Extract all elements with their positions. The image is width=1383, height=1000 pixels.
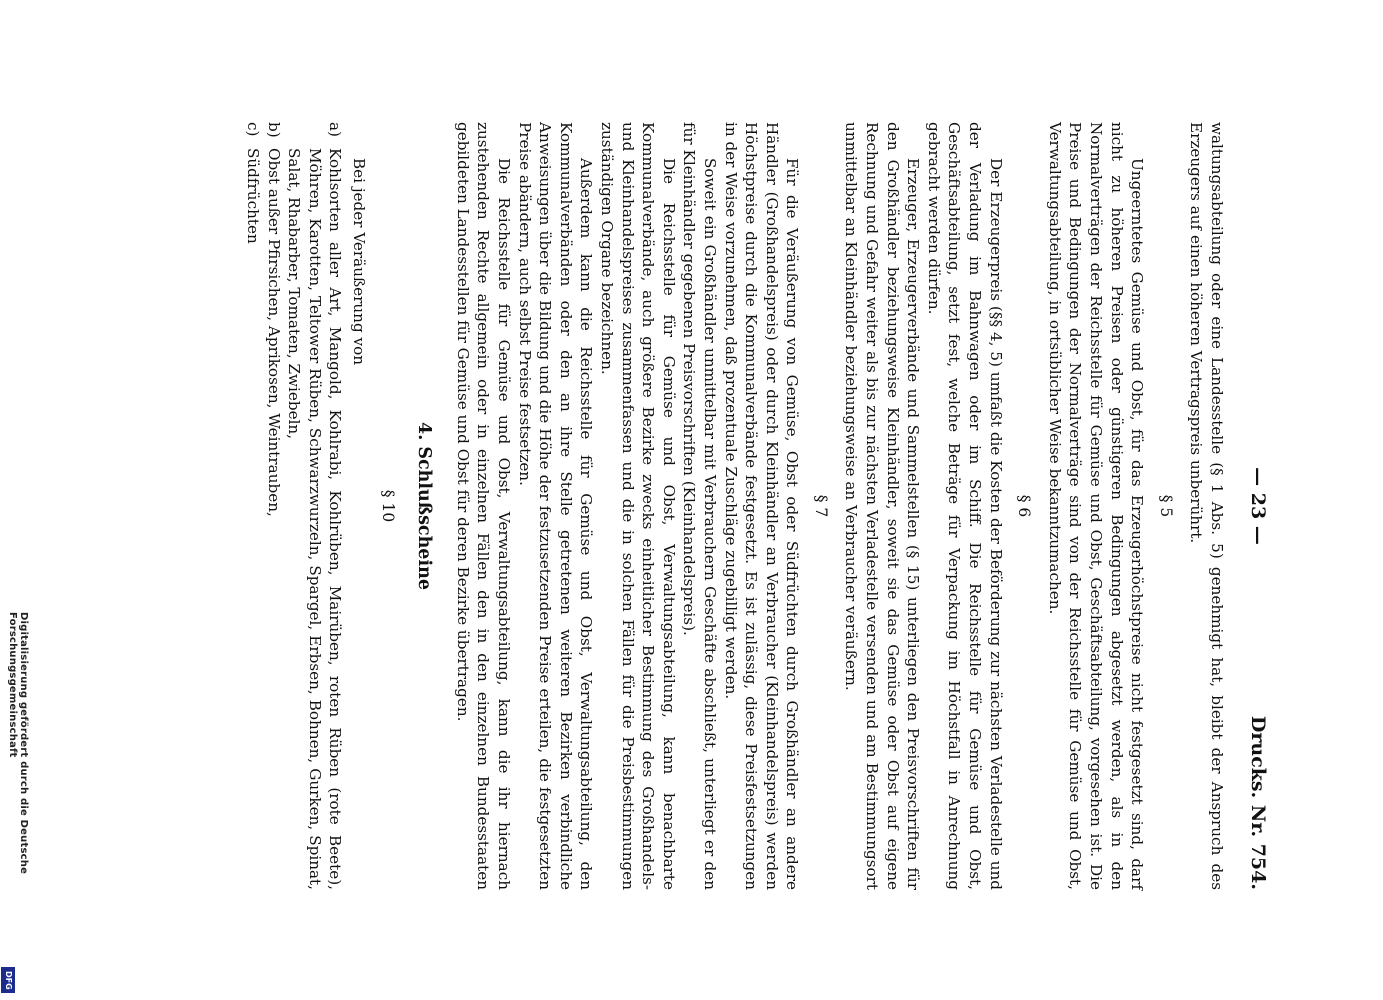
digitization-credit: Digitalisierung gefördert durch die Deutsche Forschungsgemeinschaft <box>7 612 29 875</box>
page-header <box>1239 122 1269 890</box>
list-marker: c) <box>244 122 263 137</box>
list-marker: b) <box>264 122 283 138</box>
list-item <box>242 122 263 890</box>
page-number: — 23 — <box>1247 467 1269 545</box>
dfg-logo: DFG <box>1 967 15 993</box>
document-reference: Drucks. Nr. 754. <box>1247 715 1269 890</box>
list-item <box>263 122 284 890</box>
section-10-heading: § 10 <box>378 489 397 523</box>
list-item-text: Obst außer Pfirsichen, Aprikosen, Weintrauben, <box>264 148 283 517</box>
intro-paragraph: waltungsabteilung oder eine Landesstelle (§ 1 Abs. 5) genehmigt hat, bleibt der Anspruch des Erzeugers auf einen höheren Vertragspreis unberührt. <box>1187 122 1226 890</box>
section-7-heading: § 7 <box>811 494 830 518</box>
list-item-text: Kohlsorten aller Art, Mangold, Kohlrabi, Kohlrüben, Mairüben, roten Rüben (rote Beete), Möhren, Karotten, Teltower Rüben, Schwarzwurzeln, Spargel, Erbsen, Bohnen, Gurken, Spinat, Salat, Rhabarber, Tomaten, Zwiebeln, <box>285 148 345 890</box>
section-7-paragraph-3: Die Reichsstelle für Gemüse und Obst, Verwaltungsabteilung, kann benachbarte Kommunalverbände, auch größere Bezirke zwecks einheitlicher Bestimmung des Großhandels- und Kleinhandelspreises zusammenfassen und die in solchen Fällen für die Preisbestimmungen zuständigen Organe bezeichnen. <box>597 122 678 890</box>
section-5-paragraph: Ungeerntetes Gemüse und Obst, für das Erzeugerhöchstpreise nicht festgesetzt sind, darf nicht zu höheren Preisen oder günstigeren Bedingungen abgesetzt werden, als in den Normalverträgen der Reichsstelle für Gemüse und Obst, Geschäftsabteilung, vorgesehen ist. Die Preise und Bedingungen der Normalverträge sind von der Reichsstelle für Gemüse und Obst, Verwaltungsabteilung, in ortsüblicher Weise bekanntzumachen. <box>1045 122 1147 890</box>
section-10-lead: Bei jeder Veräußerung von <box>350 158 369 365</box>
list-item <box>284 122 346 890</box>
list-marker: a) <box>326 122 345 137</box>
section-7-paragraph-1: Für die Veräußerung von Gemüse, Obst oder Südfrüchten durch Großhändler an andere Händler (Großhandelspreis) oder durch Kleinhändler an Verbraucher (Kleinhandelspreis) werden Höchstpreise durch die Kommunalverbände festgesetzt. Es ist zulässig, diese Preisfestsetzungen in der Weise vorzunehmen, daß prozentuale Zuschläge zugebilligt werden. <box>721 122 802 890</box>
section-6-heading: § 6 <box>1015 494 1034 518</box>
list-item-text: Südfrüchten <box>244 148 263 244</box>
section-6-paragraph-1: Der Erzeugerpreis (§§ 4, 5) umfaßt die Kosten der Beförderung zur nächsten Verladestelle und der Verladung im Bahnwagen oder im Schiff. Die Reichsstelle für Gemüse und Obst, Geschäftsabteilung, setzt fest, welche Beträge für Verpackung im Höchstfall in Anrechnung gebracht werden dürfen. <box>924 122 1005 890</box>
section-7-paragraph-4: Außerdem kann die Reichsstelle für Gemüse und Obst, Verwaltungsabteilung, den Kommunalverbänden oder den an ihre Stelle getretenen weiteren Bezirken verbindliche Anweisungen über die Bildung und die Höhe der festzusetzenden Preise erteilen, die festgesetzten Preise abändern, auch selbst Preise festsetzen. <box>515 122 596 890</box>
part-4-heading: 4. Schlußscheine <box>414 422 435 590</box>
section-5-heading: § 5 <box>1156 494 1175 518</box>
section-7-paragraph-2: Soweit ein Großhändler unmittelbar mit Verbrauchern Geschäfte abschließt, unterliegt er den für Kleinhändler gegebenen Preisvorschriften (Kleinhandelspreis). <box>680 122 719 890</box>
item-list <box>242 122 345 890</box>
section-7-paragraph-5: Die Reichsstelle für Gemüse und Obst, Verwaltungsabteilung, kann die ihr hiernach zustehenden Rechte allgemein oder in einzelnen Fällen den in den einzelnen Bundesstaaten gebildeten Landesstellen für Gemüse und Obst für deren Bezirke übertragen. <box>453 122 513 890</box>
section-6-paragraph-2: Erzeuger, Erzeugerverbände und Sammelstellen (§ 15) unterliegen den Preisvorschriften für den Großhändler beziehungsweise Kleinhändler, soweit sie das Gemüse oder Obst auf eigene Rechnung und Gefahr weiter als bis zur nächsten Verladestelle versenden und am Bestimmungsort unmittelbar an Kleinhändler beziehungsweise an Verbraucher veräußern. <box>842 122 923 890</box>
top-text-block <box>242 122 1227 890</box>
